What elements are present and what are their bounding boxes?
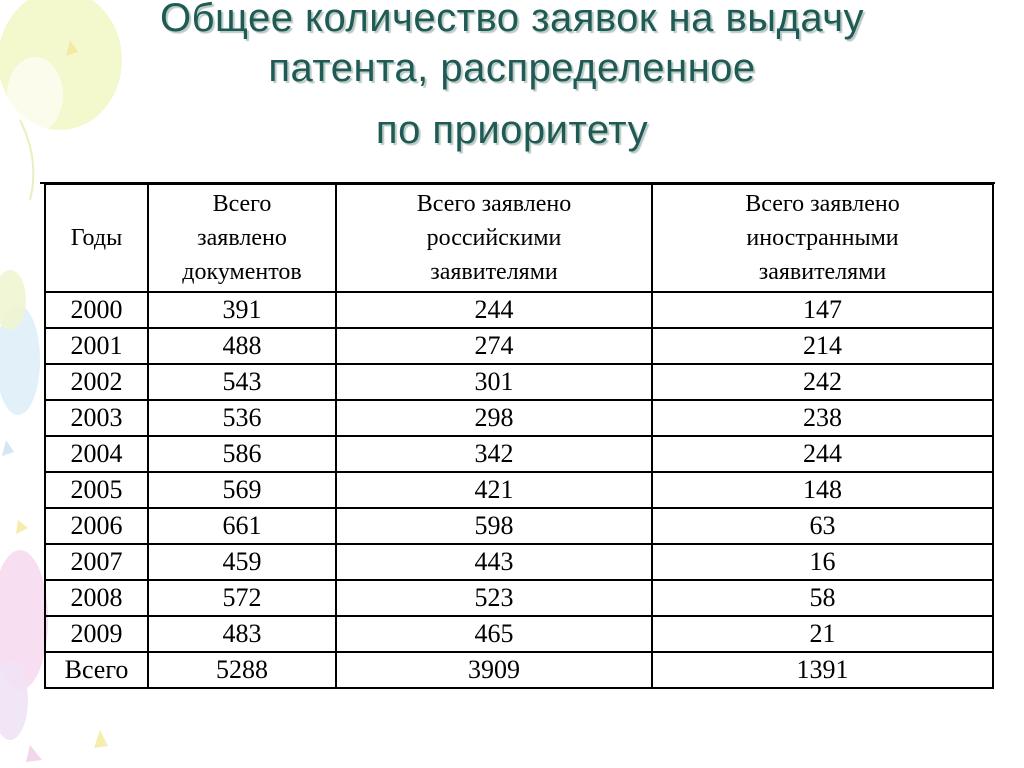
cell-foreign: 238 <box>652 400 993 436</box>
title-line-1: Общее количество заявок на выдачу <box>159 0 865 40</box>
header-total-documents: Всего заявлено документов <box>148 184 336 292</box>
cell-total: 569 <box>148 472 336 508</box>
applications-table <box>44 183 994 689</box>
table-row <box>45 616 993 652</box>
cell-total: 459 <box>148 544 336 580</box>
cell-total: 488 <box>148 328 336 364</box>
table-total-row <box>45 652 993 688</box>
header-foreign-applicants: Всего заявлено иностранными заявителями <box>652 184 993 292</box>
cell-year: 2005 <box>45 472 148 508</box>
cell-foreign: 147 <box>652 292 993 328</box>
cell-russian: 598 <box>336 508 652 544</box>
cell-year: 2008 <box>45 580 148 616</box>
cell-russian: 443 <box>336 544 652 580</box>
cell-total-documents: 5288 <box>148 652 336 688</box>
table-row <box>45 436 993 472</box>
table-header-row <box>45 184 993 292</box>
cell-total: 661 <box>148 508 336 544</box>
table-row <box>45 364 993 400</box>
cell-total: 543 <box>148 364 336 400</box>
cell-year: 2004 <box>45 436 148 472</box>
cell-total: 391 <box>148 292 336 328</box>
cell-total: 572 <box>148 580 336 616</box>
header-years: Годы <box>45 184 148 292</box>
cell-total-label: Всего <box>45 652 148 688</box>
cell-foreign: 58 <box>652 580 993 616</box>
title-line-2: патента, распределенное <box>268 46 756 90</box>
cell-total-russian: 3909 <box>336 652 652 688</box>
table-row <box>45 400 993 436</box>
cell-russian: 298 <box>336 400 652 436</box>
cell-russian: 274 <box>336 328 652 364</box>
cell-total: 483 <box>148 616 336 652</box>
table-row <box>45 292 993 328</box>
cell-year: 2000 <box>45 292 148 328</box>
title-line-3: по приоритету <box>375 108 649 152</box>
cell-foreign: 214 <box>652 328 993 364</box>
cell-russian: 523 <box>336 580 652 616</box>
cell-year: 2002 <box>45 364 148 400</box>
cell-total-foreign: 1391 <box>652 652 993 688</box>
cell-foreign: 242 <box>652 364 993 400</box>
cell-russian: 421 <box>336 472 652 508</box>
table-row <box>45 328 993 364</box>
cell-russian: 301 <box>336 364 652 400</box>
cell-foreign: 148 <box>652 472 993 508</box>
cell-total: 536 <box>148 400 336 436</box>
table-row <box>45 472 993 508</box>
cell-foreign: 16 <box>652 544 993 580</box>
cell-russian: 342 <box>336 436 652 472</box>
cell-foreign: 244 <box>652 436 993 472</box>
cell-year: 2001 <box>45 328 148 364</box>
header-russian-applicants: Всего заявлено российскими заявителями <box>336 184 652 292</box>
cell-foreign: 21 <box>652 616 993 652</box>
table-row <box>45 508 993 544</box>
cell-russian: 465 <box>336 616 652 652</box>
table-row <box>45 580 993 616</box>
cell-year: 2009 <box>45 616 148 652</box>
table-row <box>45 544 993 580</box>
cell-year: 2003 <box>45 400 148 436</box>
cell-year: 2006 <box>45 508 148 544</box>
cell-foreign: 63 <box>652 508 993 544</box>
cell-total: 586 <box>148 436 336 472</box>
cell-russian: 244 <box>336 292 652 328</box>
cell-year: 2007 <box>45 544 148 580</box>
applications-table-container <box>44 183 992 689</box>
